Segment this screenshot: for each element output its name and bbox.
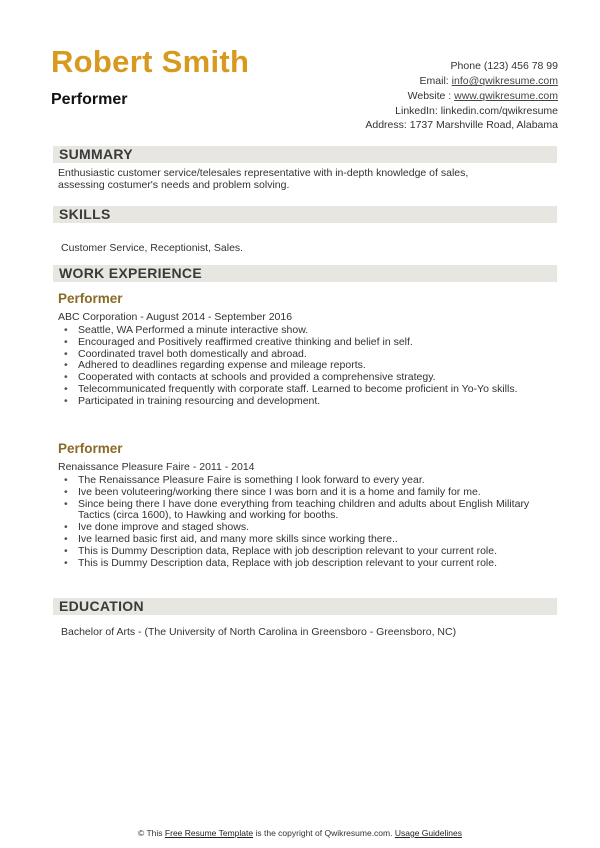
candidate-name: Robert Smith bbox=[51, 44, 250, 79]
list-item: • Ive been voluteering/working there since I was born and it is a home and family for me. bbox=[58, 487, 558, 499]
contact-value: 1737 Marshville Road, Alabama bbox=[409, 119, 558, 131]
job-company-dates: ABC Corporation - August 2014 - September 2016 bbox=[58, 311, 293, 323]
list-item: • Ive done improve and staged shows. bbox=[58, 522, 558, 534]
skills-heading: SKILLS bbox=[59, 206, 111, 222]
job-company-dates: Renaissance Pleasure Faire - 2011 - 2014 bbox=[58, 461, 255, 473]
contact-address bbox=[365, 119, 558, 131]
job-bullet-list bbox=[58, 475, 558, 569]
list-item: • Adhered to deadlines regarding expense and mileage reports. bbox=[58, 360, 558, 372]
contact-label: Phone bbox=[450, 60, 481, 72]
email-link[interactable]: info@qwikresume.com bbox=[451, 75, 558, 87]
education-heading-bar bbox=[53, 598, 557, 615]
website-link[interactable]: www.qwikresume.com bbox=[454, 90, 558, 102]
contact-label: Email: bbox=[419, 75, 449, 87]
contact-value: linkedin.com/qwikresume bbox=[440, 105, 558, 117]
job-bullet-list bbox=[58, 325, 558, 408]
footer-copyright-text: is the copyright of Qwikresume.com. bbox=[255, 828, 393, 838]
skills-text: Customer Service, Receptionist, Sales. bbox=[61, 242, 244, 254]
experience-heading: WORK EXPERIENCE bbox=[59, 265, 202, 281]
education-heading: EDUCATION bbox=[59, 598, 144, 614]
list-item: • This is Dummy Description data, Replace with job description relevant to your current role. bbox=[58, 558, 558, 570]
contact-linkedin bbox=[395, 105, 558, 117]
contact-email bbox=[420, 75, 558, 87]
list-item: • Ive learned basic first aid, and many more skills since working there.. bbox=[58, 534, 558, 546]
summary-heading-bar bbox=[53, 146, 557, 163]
contact-website bbox=[408, 90, 558, 102]
contact-value: (123) 456 78 99 bbox=[483, 60, 558, 72]
contact-phone bbox=[451, 60, 558, 72]
contact-label: Website : bbox=[407, 90, 452, 102]
list-item: • Telecommunicated frequently with corporate staff. Learned to become proficient in Yo-Yo skills. bbox=[58, 384, 558, 396]
list-item: • Participated in training resourcing and development. bbox=[58, 396, 558, 408]
summary-line-1: Enthusiastic customer service/telesales representative with in-depth knowledge of sales, bbox=[58, 167, 469, 179]
summary-line-2: assessing costumer's needs and problem solving. bbox=[58, 179, 290, 191]
usage-guidelines-link[interactable]: Usage Guidelines bbox=[394, 828, 462, 838]
list-item: • Seattle, WA Performed a minute interactive show. bbox=[58, 325, 558, 337]
experience-heading-bar bbox=[53, 265, 557, 282]
list-item: • Cooperated with contacts at schools and provided a comprehensive strategy. bbox=[58, 372, 558, 384]
contact-label: Address: bbox=[365, 119, 407, 131]
list-item: • Coordinated travel both domestically and abroad. bbox=[58, 349, 558, 361]
education-text: Bachelor of Arts - (The University of North Carolina in Greensboro - Greensboro, NC) bbox=[61, 626, 457, 638]
list-item: • Encouraged and Positively reaffirmed creative thinking and belief in self. bbox=[58, 337, 558, 349]
job-title: Performer bbox=[58, 291, 123, 306]
footer-prefix: © This bbox=[138, 828, 163, 838]
job-title: Performer bbox=[58, 441, 123, 456]
list-item: • Since being there I have done everything from teaching children and adults about English Military Tactics (circa 1600), to Hawking and working for booths. bbox=[58, 499, 558, 523]
skills-heading-bar bbox=[53, 206, 557, 223]
footer bbox=[0, 828, 600, 838]
candidate-title: Performer bbox=[51, 91, 128, 108]
contact-label: LinkedIn: bbox=[395, 105, 438, 117]
free-resume-template-link[interactable]: Free Resume Template bbox=[164, 828, 254, 838]
list-item: • This is Dummy Description data, Replace with job description relevant to your current role. bbox=[58, 546, 558, 558]
summary-heading: SUMMARY bbox=[59, 146, 133, 162]
list-item: • The Renaissance Pleasure Faire is something I look forward to every year. bbox=[58, 475, 558, 487]
